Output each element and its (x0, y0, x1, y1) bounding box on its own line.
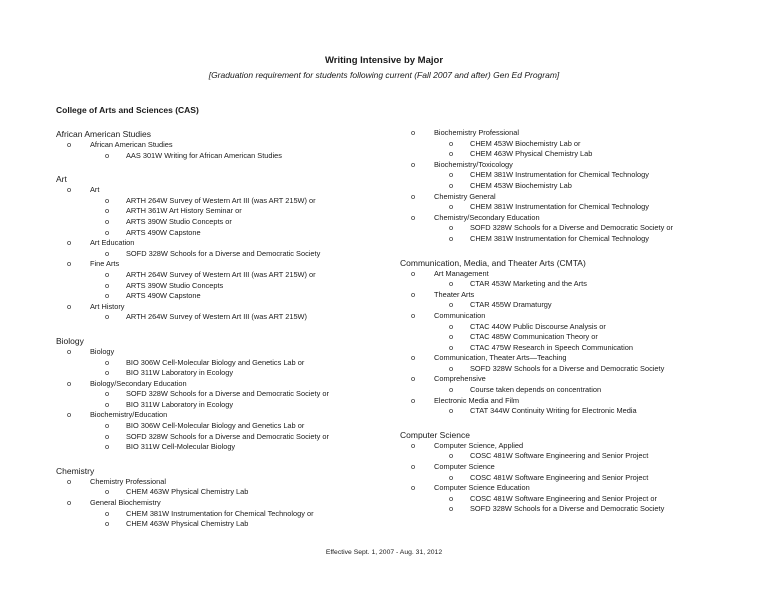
major-item (400, 374, 760, 385)
course-item (400, 139, 760, 150)
major-label: Fine Arts (90, 259, 120, 269)
major-label: Chemistry/Secondary Education (434, 212, 540, 222)
major-label: Communication, Theater Arts—Teaching (434, 353, 567, 363)
sub-bullet-marker: o (449, 202, 454, 212)
sub-bullet-marker: o (105, 216, 110, 226)
course-item (400, 300, 760, 311)
course-text: ARTS 390W Studio Concepts or (126, 216, 232, 226)
course-text: CTAC 485W Communication Theory or (470, 332, 598, 342)
major-label: Art Education (90, 238, 135, 248)
course-item (56, 421, 386, 432)
major-item (400, 353, 760, 364)
major-item (400, 160, 760, 171)
course-item (56, 217, 386, 228)
bullet-marker: o (411, 289, 416, 299)
sub-bullet-marker: o (449, 451, 454, 461)
sub-bullet-marker: o (449, 363, 454, 373)
bullet-marker: o (67, 476, 72, 486)
course-item (56, 206, 386, 217)
bullet-marker: o (411, 159, 416, 169)
major-item (400, 396, 760, 407)
major-label: Communication (434, 310, 486, 320)
sub-bullet-marker: o (449, 138, 454, 148)
section-heading-biology: Biology (56, 335, 84, 346)
sub-bullet-marker: o (449, 332, 454, 342)
sub-bullet-marker: o (105, 291, 110, 301)
course-text: AAS 301W Writing for African American Studies (126, 150, 282, 160)
bullet-marker: o (411, 483, 416, 493)
sub-bullet-marker: o (449, 385, 454, 395)
major-item (56, 498, 386, 509)
course-text: COSC 481W Software Engineering and Senior Project or (470, 493, 657, 503)
course-text: ARTH 264W Survey of Western Art III (was ART 215W) or (126, 195, 316, 205)
sub-bullet-marker: o (105, 421, 110, 431)
course-item (400, 451, 760, 462)
major-item (400, 290, 760, 301)
document-footer: Effective Sept. 1, 2007 - Aug. 31, 2012 (325, 549, 443, 556)
course-item (56, 228, 386, 239)
course-item (56, 389, 386, 400)
course-text: Course taken depends on concentration (470, 385, 602, 395)
major-item (400, 311, 760, 322)
major-label: Theater Arts (434, 289, 475, 299)
course-item (400, 202, 760, 213)
bullet-marker: o (67, 259, 72, 269)
bullet-marker: o (67, 238, 72, 248)
course-text: SOFD 328W Schools for a Diverse and Democratic Society or (470, 223, 673, 233)
sub-bullet-marker: o (105, 442, 110, 452)
right-column (400, 128, 760, 515)
sub-bullet-marker: o (449, 180, 454, 190)
course-text: ARTS 490W Capstone (126, 227, 201, 237)
course-item (400, 234, 760, 245)
major-item (56, 185, 386, 196)
sub-bullet-marker: o (105, 357, 110, 367)
course-text: CHEM 453W Biochemistry Lab (470, 180, 572, 190)
bullet-marker: o (67, 498, 72, 508)
course-item (56, 432, 386, 443)
bullet-marker: o (67, 140, 72, 149)
course-text: CTAC 440W Public Discourse Analysis or (470, 321, 606, 331)
course-text: CHEM 463W Physical Chemistry Lab (126, 519, 249, 529)
document-subtitle: [Graduation requirement for students following current (Fall 2007 and after) Gen Ed Program] (208, 70, 560, 80)
course-text: BIO 311W Laboratory in Ecology (126, 368, 234, 378)
major-label: Art History (90, 301, 125, 311)
major-label: Biochemistry/Toxicology (434, 159, 513, 169)
major-item (56, 140, 386, 151)
sub-bullet-marker: o (105, 150, 110, 160)
sub-bullet-marker: o (449, 279, 454, 289)
course-item (400, 473, 760, 484)
sub-bullet-marker: o (105, 280, 110, 290)
course-item (56, 196, 386, 207)
course-text: BIO 311W Cell-Molecular Biology (126, 442, 236, 452)
sub-bullet-marker: o (105, 206, 110, 216)
course-item (56, 509, 386, 520)
course-item (56, 270, 386, 281)
major-item (56, 347, 386, 358)
course-item (56, 281, 386, 292)
course-text: CHEM 381W Instrumentation for Chemical Technology (470, 170, 649, 180)
course-item (56, 151, 386, 162)
bullet-marker: o (411, 353, 416, 363)
major-label: Biology/Secondary Education (90, 378, 187, 388)
sub-bullet-marker: o (449, 472, 454, 482)
sub-bullet-marker: o (105, 227, 110, 237)
course-item (400, 364, 760, 375)
course-text: SOFD 328W Schools for a Diverse and Democratic Society (470, 504, 665, 514)
course-text: SOFD 328W Schools for a Diverse and Democratic Society (126, 248, 321, 258)
bullet-marker: o (67, 301, 72, 311)
course-item (56, 249, 386, 260)
bullet-marker: o (67, 410, 72, 420)
sub-bullet-marker: o (449, 233, 454, 243)
sub-bullet-marker: o (449, 342, 454, 352)
major-item (400, 483, 760, 494)
course-item (56, 291, 386, 302)
major-item (400, 441, 760, 452)
major-item (400, 269, 760, 280)
major-item (400, 192, 760, 203)
course-item (56, 358, 386, 369)
major-label: Comprehensive (434, 374, 486, 384)
major-label: Computer Science, Applied (434, 440, 524, 450)
course-item (56, 312, 386, 323)
course-text: SOFD 328W Schools for a Diverse and Democratic Society or (126, 431, 329, 441)
bullet-marker: o (411, 395, 416, 405)
sub-bullet-marker: o (449, 149, 454, 159)
major-label: Chemistry General (434, 191, 496, 201)
sub-bullet-marker: o (105, 195, 110, 205)
bullet-marker: o (411, 310, 416, 320)
course-text: ARTH 361W Art History Seminar or (126, 206, 242, 216)
course-item (400, 170, 760, 181)
bullet-marker: o (411, 128, 416, 137)
major-label: General Biochemistry (90, 498, 161, 508)
major-label: Biochemistry/Education (90, 410, 168, 420)
section-heading-chemistry: Chemistry (56, 465, 95, 476)
sub-bullet-marker: o (105, 248, 110, 258)
sub-bullet-marker: o (105, 269, 110, 279)
course-text: COSC 481W Software Engineering and Senior Project (470, 472, 649, 482)
sub-bullet-marker: o (449, 321, 454, 331)
course-text: BIO 306W Cell-Molecular Biology and Genetics Lab or (126, 421, 305, 431)
major-item (56, 477, 386, 488)
course-text: ARTS 390W Studio Concepts (126, 280, 224, 290)
bullet-marker: o (411, 374, 416, 384)
section-heading-african-american-studies: African American Studies (56, 129, 151, 139)
course-item (56, 487, 386, 498)
sub-bullet-marker: o (449, 493, 454, 503)
sub-bullet-marker: o (105, 519, 110, 529)
course-text: CHEM 453W Biochemistry Lab or (470, 138, 581, 148)
sub-bullet-marker: o (105, 508, 110, 518)
document-title: Writing Intensive by Major (324, 55, 444, 66)
course-item (400, 385, 760, 396)
course-item (56, 368, 386, 379)
major-item (400, 128, 760, 139)
college-heading: College of Arts and Sciences (CAS) (56, 105, 199, 115)
course-item (400, 149, 760, 160)
bullet-marker: o (67, 346, 72, 356)
left-column (56, 128, 386, 530)
course-item (400, 494, 760, 505)
course-text: CTAR 453W Marketing and the Arts (470, 279, 587, 289)
major-label: Art Management (434, 268, 489, 278)
course-item (56, 442, 386, 453)
course-item (400, 406, 760, 417)
course-item (400, 332, 760, 343)
course-text: CHEM 381W Instrumentation for Chemical Technology (470, 202, 649, 212)
major-label: Biology (90, 346, 115, 356)
bullet-marker: o (411, 212, 416, 222)
course-item (400, 343, 760, 354)
major-label: Electronic Media and Film (434, 395, 520, 405)
course-text: BIO 311W Laboratory in Ecology (126, 399, 234, 409)
sub-bullet-marker: o (105, 431, 110, 441)
major-item (56, 379, 386, 390)
course-text: ARTH 264W Survey of Western Art III (was ART 215W) (126, 312, 307, 322)
sub-bullet-marker: o (105, 399, 110, 409)
course-text: SOFD 328W Schools for a Diverse and Democratic Society or (126, 389, 329, 399)
bullet-marker: o (411, 462, 416, 472)
sub-bullet-marker: o (449, 223, 454, 233)
course-text: CHEM 381W Instrumentation for Chemical Technology or (126, 508, 314, 518)
course-text: CHEM 463W Physical Chemistry Lab (126, 487, 249, 497)
section-heading-communication-media-and-theater-arts-cmta: Communication, Media, and Theater Arts (CMTA) (400, 257, 586, 268)
bullet-marker: o (411, 268, 416, 278)
sub-bullet-marker: o (449, 406, 454, 416)
course-item (400, 279, 760, 290)
section-heading-computer-science: Computer Science (400, 429, 470, 440)
section-heading-art: Art (56, 174, 67, 185)
sub-bullet-marker: o (105, 487, 110, 497)
major-item (400, 213, 760, 224)
course-item (400, 181, 760, 192)
course-item (400, 223, 760, 234)
course-text: CHEM 463W Physical Chemistry Lab (470, 149, 593, 159)
sub-bullet-marker: o (449, 504, 454, 514)
sub-bullet-marker: o (449, 300, 454, 310)
course-item (56, 519, 386, 530)
major-item (400, 462, 760, 473)
course-item (400, 322, 760, 333)
major-label: Computer Science Education (434, 483, 530, 493)
course-item (400, 504, 760, 515)
major-item (56, 259, 386, 270)
bullet-marker: o (67, 378, 72, 388)
major-label: African American Studies (90, 140, 173, 149)
bullet-marker: o (67, 185, 72, 195)
course-text: ARTH 264W Survey of Western Art III (was ART 215W) or (126, 269, 316, 279)
sub-bullet-marker: o (449, 170, 454, 180)
sub-bullet-marker: o (105, 389, 110, 399)
major-label: Chemistry Professional (90, 476, 166, 486)
major-label: Biochemistry Professional (434, 128, 520, 137)
course-item (56, 400, 386, 411)
course-text: CTAC 475W Research in Speech Communication (470, 342, 633, 352)
sub-bullet-marker: o (105, 368, 110, 378)
course-text: BIO 306W Cell-Molecular Biology and Genetics Lab or (126, 357, 305, 367)
course-text: CHEM 381W Instrumentation for Chemical Technology (470, 233, 649, 243)
major-item (56, 238, 386, 249)
major-item (56, 410, 386, 421)
course-text: CTAT 344W Continuity Writing for Electronic Media (470, 406, 637, 416)
course-text: COSC 481W Software Engineering and Senior Project (470, 451, 649, 461)
course-text: SOFD 328W Schools for a Diverse and Democratic Society (470, 363, 665, 373)
major-item (56, 302, 386, 313)
sub-bullet-marker: o (105, 312, 110, 322)
bullet-marker: o (411, 191, 416, 201)
major-label: Computer Science (434, 462, 495, 472)
course-text: CTAR 455W Dramaturgy (470, 300, 552, 310)
course-text: ARTS 490W Capstone (126, 291, 201, 301)
major-label: Art (90, 185, 100, 195)
bullet-marker: o (411, 440, 416, 450)
